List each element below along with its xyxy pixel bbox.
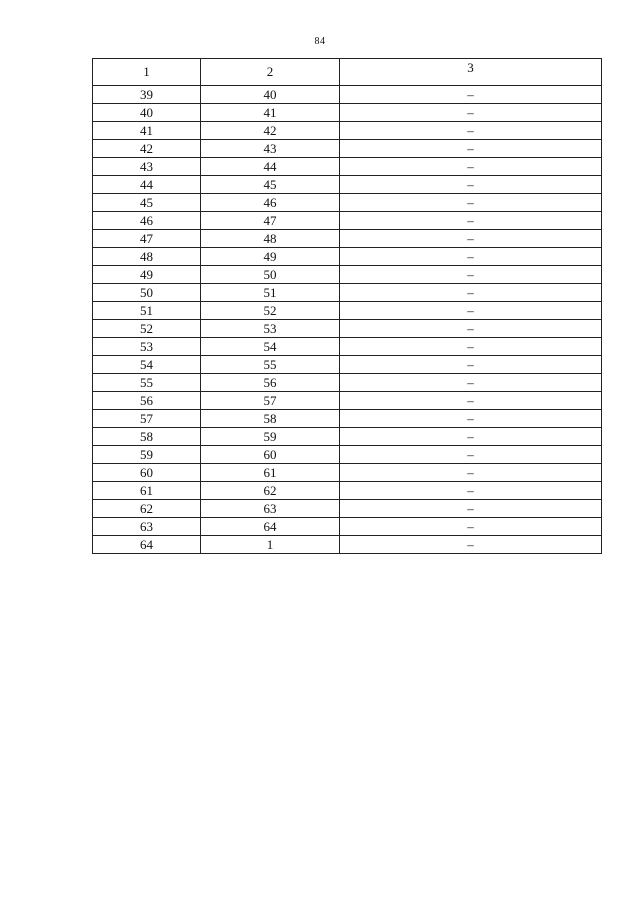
table-cell-col-3: – bbox=[340, 248, 602, 266]
table-cell-col-2: 51 bbox=[201, 284, 340, 302]
table-cell-col-3: – bbox=[340, 518, 602, 536]
table-cell-col-1: 61 bbox=[93, 482, 201, 500]
table-cell-col-1: 54 bbox=[93, 356, 201, 374]
table-cell-col-1: 45 bbox=[93, 194, 201, 212]
table-cell-col-3: – bbox=[340, 392, 602, 410]
table-cell-col-1: 64 bbox=[93, 536, 201, 554]
table-cell-col-3: – bbox=[340, 194, 602, 212]
table-cell-col-2: 55 bbox=[201, 356, 340, 374]
table-cell-col-2: 53 bbox=[201, 320, 340, 338]
table-cell-col-3: – bbox=[340, 338, 602, 356]
table-row bbox=[93, 500, 602, 518]
table-body bbox=[93, 86, 602, 554]
table-cell-col-2: 42 bbox=[201, 122, 340, 140]
table-cell-col-3: – bbox=[340, 212, 602, 230]
table-row bbox=[93, 86, 602, 104]
table-cell-col-3: – bbox=[340, 230, 602, 248]
table-cell-col-1: 57 bbox=[93, 410, 201, 428]
table-cell-col-1: 39 bbox=[93, 86, 201, 104]
table-cell-col-3: – bbox=[340, 464, 602, 482]
table-cell-col-2: 64 bbox=[201, 518, 340, 536]
table-cell-col-3: – bbox=[340, 86, 602, 104]
table-row bbox=[93, 194, 602, 212]
table-cell-col-3: – bbox=[340, 104, 602, 122]
table-cell-col-3: – bbox=[340, 284, 602, 302]
table-cell-col-1: 52 bbox=[93, 320, 201, 338]
table-cell-col-2: 60 bbox=[201, 446, 340, 464]
table-cell-col-1: 60 bbox=[93, 464, 201, 482]
table-cell-col-1: 44 bbox=[93, 176, 201, 194]
table-cell-col-3: – bbox=[340, 374, 602, 392]
table-cell-col-1: 42 bbox=[93, 140, 201, 158]
table-row bbox=[93, 176, 602, 194]
table-row bbox=[93, 158, 602, 176]
column-header-3: 3 bbox=[340, 59, 602, 86]
table-header bbox=[93, 59, 602, 86]
header-row bbox=[93, 59, 602, 86]
table-row bbox=[93, 392, 602, 410]
table-row bbox=[93, 284, 602, 302]
table-cell-col-1: 49 bbox=[93, 266, 201, 284]
table-cell-col-3: – bbox=[340, 446, 602, 464]
table-cell-col-1: 59 bbox=[93, 446, 201, 464]
table-cell-col-1: 53 bbox=[93, 338, 201, 356]
table-row bbox=[93, 536, 602, 554]
table-cell-col-2: 61 bbox=[201, 464, 340, 482]
table-cell-col-2: 52 bbox=[201, 302, 340, 320]
table-row bbox=[93, 518, 602, 536]
table-cell-col-3: – bbox=[340, 536, 602, 554]
table-cell-col-2: 41 bbox=[201, 104, 340, 122]
table-cell-col-2: 44 bbox=[201, 158, 340, 176]
table-cell-col-1: 41 bbox=[93, 122, 201, 140]
table-cell-col-1: 46 bbox=[93, 212, 201, 230]
data-table bbox=[92, 58, 602, 554]
table-cell-col-2: 40 bbox=[201, 86, 340, 104]
table-cell-col-2: 58 bbox=[201, 410, 340, 428]
table-cell-col-2: 48 bbox=[201, 230, 340, 248]
table-row bbox=[93, 248, 602, 266]
table-row bbox=[93, 356, 602, 374]
table-cell-col-3: – bbox=[340, 302, 602, 320]
table-cell-col-2: 1 bbox=[201, 536, 340, 554]
table-row bbox=[93, 320, 602, 338]
table-cell-col-2: 62 bbox=[201, 482, 340, 500]
table-cell-col-1: 47 bbox=[93, 230, 201, 248]
table-cell-col-1: 48 bbox=[93, 248, 201, 266]
table-row bbox=[93, 104, 602, 122]
table-cell-col-3: – bbox=[340, 122, 602, 140]
table-cell-col-3: – bbox=[340, 140, 602, 158]
table-cell-col-1: 62 bbox=[93, 500, 201, 518]
table-row bbox=[93, 464, 602, 482]
page-number: 84 bbox=[314, 36, 326, 47]
table-cell-col-3: – bbox=[340, 482, 602, 500]
table-row bbox=[93, 266, 602, 284]
table-cell-col-2: 47 bbox=[201, 212, 340, 230]
table-row bbox=[93, 482, 602, 500]
column-header-2: 2 bbox=[201, 59, 340, 86]
table-cell-col-3: – bbox=[340, 176, 602, 194]
table-cell-col-3: – bbox=[340, 320, 602, 338]
table-cell-col-1: 43 bbox=[93, 158, 201, 176]
table-row bbox=[93, 374, 602, 392]
table-cell-col-2: 50 bbox=[201, 266, 340, 284]
table-cell-col-2: 54 bbox=[201, 338, 340, 356]
table-cell-col-1: 56 bbox=[93, 392, 201, 410]
table-cell-col-2: 45 bbox=[201, 176, 340, 194]
table-row bbox=[93, 140, 602, 158]
table-cell-col-3: – bbox=[340, 158, 602, 176]
table-row bbox=[93, 446, 602, 464]
table-cell-col-1: 50 bbox=[93, 284, 201, 302]
table-cell-col-1: 63 bbox=[93, 518, 201, 536]
table-cell-col-2: 59 bbox=[201, 428, 340, 446]
table-cell-col-3: – bbox=[340, 410, 602, 428]
table-row bbox=[93, 338, 602, 356]
table-cell-col-1: 40 bbox=[93, 104, 201, 122]
column-header-1: 1 bbox=[93, 59, 201, 86]
table-cell-col-1: 55 bbox=[93, 374, 201, 392]
table-row bbox=[93, 410, 602, 428]
table-row bbox=[93, 428, 602, 446]
table-row bbox=[93, 302, 602, 320]
table-cell-col-2: 49 bbox=[201, 248, 340, 266]
table-cell-col-2: 46 bbox=[201, 194, 340, 212]
table-cell-col-3: – bbox=[340, 266, 602, 284]
table-row bbox=[93, 122, 602, 140]
table-cell-col-3: – bbox=[340, 500, 602, 518]
table-row bbox=[93, 212, 602, 230]
table-cell-col-2: 57 bbox=[201, 392, 340, 410]
table-row bbox=[93, 230, 602, 248]
table-cell-col-1: 51 bbox=[93, 302, 201, 320]
table-cell-col-2: 56 bbox=[201, 374, 340, 392]
table-cell-col-3: – bbox=[340, 356, 602, 374]
table-cell-col-3: – bbox=[340, 428, 602, 446]
table-cell-col-2: 63 bbox=[201, 500, 340, 518]
table-cell-col-2: 43 bbox=[201, 140, 340, 158]
table-cell-col-1: 58 bbox=[93, 428, 201, 446]
